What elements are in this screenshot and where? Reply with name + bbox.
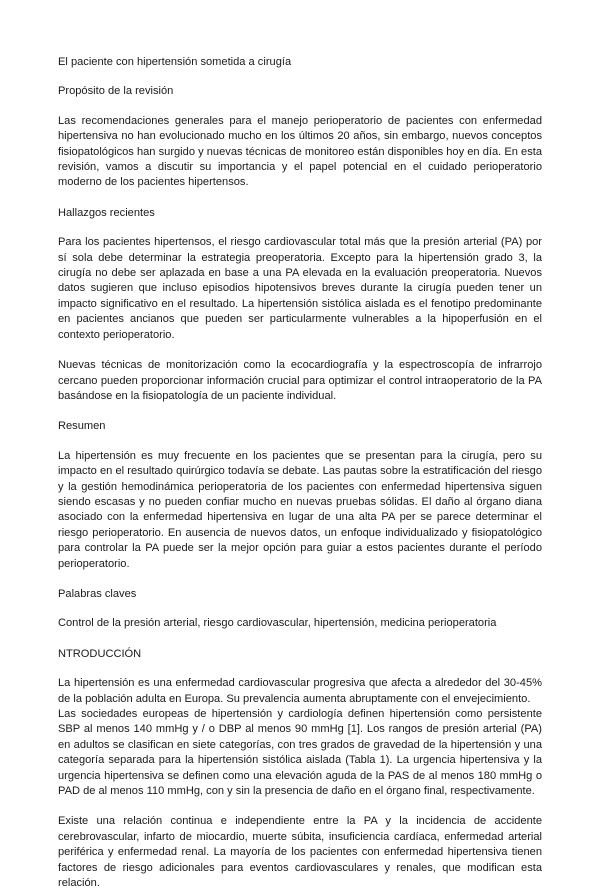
keywords-paragraph: Control de la presión arterial, riesgo cardiovascular, hipertensión, medicina perioperatoria: [58, 617, 497, 630]
summary-paragraph: La hipertensión es muy frecuente en los pacientes que se presentan para la cirugía, pero su impacto en el resultado quirúrgico todavía se debate. Las pautas sobre la estratificación del riesgo y la gestión hemodinámica perioperatoria de los pacientes con enfermedad hipertensiva siguen siendo escasas y no pueden confiar mucho en nuevas pruebas sólidas. El daño al órgano diana asociado con la enfermedad hipertensiva en lugar de una alta PA per se parece determinar el riesgo perioperatorio. En ausencia de nuevos datos, un enfoque individualizado y fisiopatológico para controlar la PA puede ser la mejor opción para guiar a estos pacientes durante el período perioperatorio.: [58, 449, 542, 570]
introduction-paragraph-3: Existe una relación continua e independiente entre la PA y la incidencia de accidente cerebrovascular, infarto de miocardio, muerte súbita, insuficiencia cardíaca, enfermedad arterial periférica y enfermedad renal. La mayoría de los pacientes con enfermedad hipertensiva tienen factores de riesgo adicionales para eventos cardiovasculares y renales, que modifican esta relación.: [58, 815, 542, 890]
introduction-paragraph-1: La hipertensión es una enfermedad cardiovascular progresiva que afecta a alrededor del 30-45% de la población adulta en Europa. Su prevalencia aumenta abruptamente con el envejecimiento.: [58, 677, 542, 705]
keywords-heading: Palabras claves: [58, 587, 137, 600]
findings-heading: Hallazgos recientes: [58, 206, 155, 219]
introduction-heading: NTRODUCCIÓN: [58, 647, 142, 660]
document-title: El paciente con hipertensión sometida a cirugía: [58, 56, 292, 68]
findings-paragraph-1: Para los pacientes hipertensos, el riesgo cardiovascular total más que la presión arterial (PA) por sí sola debe determinar la estrategia preoperatoria. Excepto para la hipertensión grado 3, la cirugía no debe ser aplazada en base a una PA elevada en la evaluación preoperatoria. Nuevos datos sugieren que incluso episodios hipotensivos breves durante la cirugía pueden tener un impacto significativo en el resultado. La hipertensión sistólica aislada es el fenotipo predominante en pacientes ancianos que pueden ser particularmente vulnerables a la hipoperfusión en el contexto perioperatorio.: [58, 236, 542, 341]
purpose-paragraph: Las recomendaciones generales para el manejo perioperatorio de pacientes con enfermedad hipertensiva no han evolucionado mucho en los últimos 20 años, sin embargo, nuevos conceptos fisiopatológicos han surgido y nuevas técnicas de monitoreo están disponibles hoy en día. En esta revisión, vamos a discutir su importancia y el papel potencial en el cuidado perioperatorio moderno de los pacientes hipertensos.: [58, 114, 542, 189]
purpose-heading: Propósito de la revisión: [58, 85, 174, 98]
summary-heading: Resumen: [58, 420, 106, 433]
findings-paragraph-2: Nuevas técnicas de monitorización como la ecocardiografía y la espectroscopía de infrarrojo cercano pueden proporcionar información crucial para optimizar el control intraoperatorio de la PA basándose en la fisiopatología de un paciente individual.: [58, 359, 542, 402]
introduction-paragraph-2: Las sociedades europeas de hipertensión y cardiología definen hipertensión como persistente SBP al menos 140 mmHg y / o DBP al menos 90 mmHg [1]. Los rangos de presión arterial (PA) en adultos se clasifican en siete categorías, con tres grados de gravedad de la hipertensión y una categoría separada para la hipertensión sistólica aislada (Tabla 1). La urgencia hipertensiva y la urgencia hipertensiva se definen como una elevación aguda de la PAS de al menos 180 mmHg o PAD de al menos 110 mmHg, con y sin la presencia de daño en el órgano final, respectivamente.: [58, 708, 542, 798]
